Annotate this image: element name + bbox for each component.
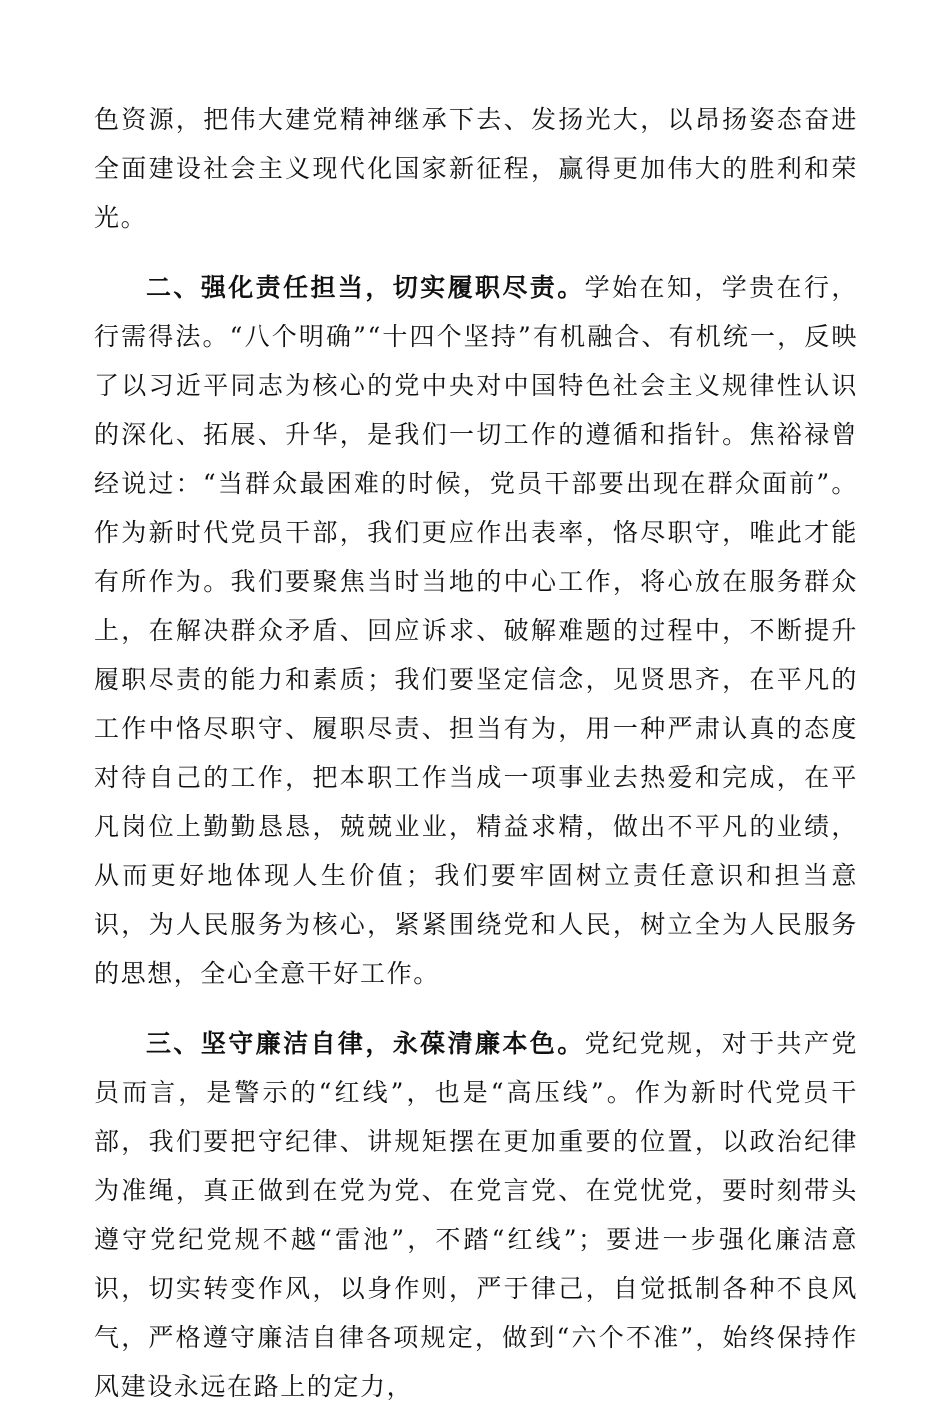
paragraph-section-two [94,263,858,998]
paragraph-text: 党纪党规，对于共产党员而言，是警示的“红线”，也是“高压线”。作为新时代党员干部，我们要把守纪律、讲规矩摆在更加重要的位置，以政治纪律为准绳，真正做到在党为党、在党言党、在党忧党，要时刻带头遵守党纪党规不越“雷池”，不踏“红线”；要进一步强化廉洁意识，切实转变作风，以身作则，严于律己，自觉抵制各种不良风气，严格遵守廉洁自律各项规定，做到“六个不准”，始终保持作风建设永远在路上的定力， [94,1029,858,1401]
paragraph-section-three [94,1019,858,1411]
section-heading-two: 二、强化责任担当，切实履职尽责。 [146,273,585,302]
paragraph-text: 色资源，把伟大建党精神继承下去、发扬光大，以昂扬姿态奋进全面建设社会主义现代化国家新征程，赢得更加伟大的胜利和荣光。 [94,105,858,232]
paragraph-text: 学始在知，学贵在行，行需得法。“八个明确”“十四个坚持”有机融合、有机统一，反映了以习近平同志为核心的党中央对中国特色社会主义规律性认识的深化、拓展、升华，是我们一切工作的遵循和指针。焦裕禄曾经说过：“当群众最困难的时候，党员干部要出现在群众面前”。作为新时代党员干部，我们更应作出表率，恪尽职守，唯此才能有所作为。我们要聚焦当时当地的中心工作，将心放在服务群众上，在解决群众矛盾、回应诉求、破解难题的过程中，不断提升履职尽责的能力和素质；我们要坚定信念，见贤思齐，在平凡的工作中恪尽职守、履职尽责、担当有为，用一种严肃认真的态度对待自己的工作，把本职工作当成一项事业去热爱和完成，在平凡岗位上勤勤恳恳，兢兢业业，精益求精，做出不平凡的业绩，从而更好地体现人生价值；我们要牢固树立责任意识和担当意识，为人民服务为核心，紧紧围绕党和人民，树立全为人民服务的思想，全心全意干好工作。 [94,273,858,988]
document-page [94,95,858,1411]
section-heading-three: 三、坚守廉洁自律，永葆清廉本色。 [146,1029,585,1058]
paragraph-continuation [94,95,858,242]
